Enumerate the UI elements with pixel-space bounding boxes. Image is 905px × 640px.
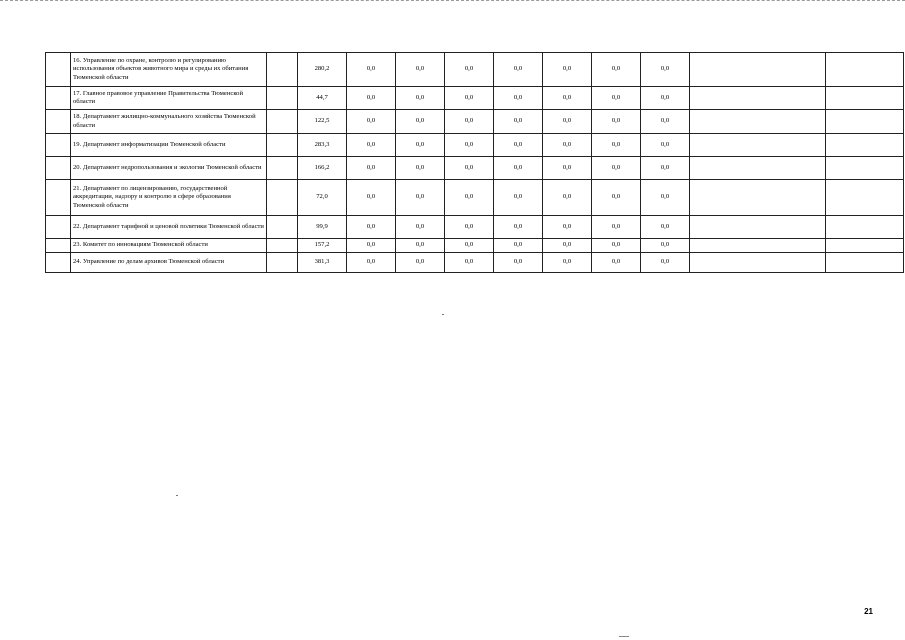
value-cell: 0,0 [494,180,543,216]
empty-cell [826,53,904,87]
value-cell: 0,0 [641,53,690,87]
value-cell: 0,0 [445,180,494,216]
value-cell: 0,0 [347,253,396,273]
table-row [46,53,904,87]
empty-cell [267,134,298,157]
value-cell: 0,0 [445,239,494,253]
value-cell: 0,0 [494,239,543,253]
value-cell: 0,0 [445,134,494,157]
value-cell: 0,0 [347,134,396,157]
empty-cell [690,180,826,216]
value-cell: 0,0 [641,134,690,157]
value-cell: 99,9 [298,216,347,239]
table-row [46,87,904,110]
empty-cell [826,253,904,273]
value-cell: 0,0 [494,157,543,180]
value-cell: 0,0 [592,239,641,253]
value-cell: 0,0 [347,110,396,134]
value-cell: 0,0 [445,216,494,239]
value-cell: 0,0 [396,253,445,273]
value-cell: 0,0 [592,53,641,87]
value-cell: 0,0 [445,53,494,87]
value-cell: 0,0 [543,253,592,273]
value-cell: 44,7 [298,87,347,110]
empty-cell [690,157,826,180]
empty-cell [690,253,826,273]
value-cell: 0,0 [494,87,543,110]
row-index-cell [46,87,71,110]
value-cell: 280,2 [298,53,347,87]
value-cell: 0,0 [592,180,641,216]
value-cell: 0,0 [543,157,592,180]
value-cell: 157,2 [298,239,347,253]
empty-cell [690,53,826,87]
value-cell: 0,0 [592,87,641,110]
empty-cell [826,157,904,180]
row-index-cell [46,157,71,180]
empty-cell [826,134,904,157]
table-row [46,157,904,180]
value-cell: 0,0 [641,253,690,273]
row-index-cell [46,110,71,134]
row-name-cell: 20. Департамент недропользования и экологии Тюменской области [71,157,267,180]
empty-cell [826,110,904,134]
scan-speck [176,495,178,496]
value-cell: 0,0 [396,134,445,157]
empty-cell [267,110,298,134]
row-name-cell: 23. Комитет по инновациям Тюменской области [71,239,267,253]
empty-cell [690,110,826,134]
value-cell: 0,0 [494,53,543,87]
row-name-cell: 18. Департамент жилищно-коммунального хозяйства Тюменской области [71,110,267,134]
value-cell: 0,0 [494,216,543,239]
row-name-cell: 22. Департамент тарифной и ценовой политики Тюменской области [71,216,267,239]
empty-cell [826,239,904,253]
value-cell: 0,0 [347,53,396,87]
value-cell: 0,0 [543,134,592,157]
value-cell: 0,0 [543,180,592,216]
value-cell: 0,0 [445,110,494,134]
empty-cell [690,87,826,110]
value-cell: 0,0 [494,134,543,157]
value-cell: 0,0 [592,216,641,239]
value-cell: 381,3 [298,253,347,273]
row-name-cell: 19. Департамент информатизации Тюменской области [71,134,267,157]
scan-mark [619,636,629,637]
empty-cell [267,253,298,273]
row-index-cell [46,239,71,253]
value-cell: 0,0 [543,239,592,253]
table-row [46,239,904,253]
table-row [46,216,904,239]
value-cell: 0,0 [641,157,690,180]
value-cell: 0,0 [445,157,494,180]
empty-cell [267,239,298,253]
value-cell: 0,0 [641,87,690,110]
value-cell: 283,3 [298,134,347,157]
empty-cell [826,180,904,216]
value-cell: 0,0 [543,53,592,87]
row-name-cell: 24. Управление по делам архивов Тюменской области [71,253,267,273]
value-cell: 0,0 [347,87,396,110]
value-cell: 0,0 [347,216,396,239]
budget-table-body [46,53,904,273]
value-cell: 0,0 [347,239,396,253]
value-cell: 0,0 [445,87,494,110]
row-index-cell [46,253,71,273]
value-cell: 0,0 [445,253,494,273]
empty-cell [690,216,826,239]
value-cell: 0,0 [396,157,445,180]
row-name-cell: 21. Департамент по лицензированию, государственной аккредитации, надзору и контролю в сфере образования Тюменской области [71,180,267,216]
value-cell: 0,0 [396,216,445,239]
value-cell: 72,0 [298,180,347,216]
budget-table [45,52,904,273]
value-cell: 0,0 [641,110,690,134]
value-cell: 0,0 [494,253,543,273]
empty-cell [826,216,904,239]
page-number: 21 [864,607,873,616]
value-cell: 0,0 [396,110,445,134]
value-cell: 0,0 [641,239,690,253]
row-index-cell [46,53,71,87]
table-row [46,134,904,157]
value-cell: 0,0 [396,239,445,253]
table-row [46,253,904,273]
top-scan-rule [0,0,905,3]
row-index-cell [46,180,71,216]
empty-cell [267,87,298,110]
value-cell: 0,0 [592,110,641,134]
row-index-cell [46,134,71,157]
row-name-cell: 17. Главное правовое управление Правительства Тюменской области [71,87,267,110]
row-index-cell [46,216,71,239]
value-cell: 0,0 [592,253,641,273]
value-cell: 0,0 [543,216,592,239]
row-name-cell: 16. Управление по охране, контролю и регулированию использования объектов животного мира и среды их обитания Тюменской области [71,53,267,87]
value-cell: 0,0 [396,87,445,110]
value-cell: 0,0 [543,110,592,134]
empty-cell [826,87,904,110]
empty-cell [267,180,298,216]
value-cell: 0,0 [592,134,641,157]
scan-speck [442,314,444,315]
value-cell: 0,0 [592,157,641,180]
value-cell: 0,0 [543,87,592,110]
empty-cell [267,157,298,180]
value-cell: 166,2 [298,157,347,180]
value-cell: 0,0 [396,180,445,216]
empty-cell [267,53,298,87]
table-row [46,180,904,216]
table-row [46,110,904,134]
value-cell: 0,0 [641,216,690,239]
value-cell: 0,0 [641,180,690,216]
empty-cell [690,134,826,157]
value-cell: 0,0 [494,110,543,134]
empty-cell [267,216,298,239]
value-cell: 0,0 [396,53,445,87]
empty-cell [690,239,826,253]
value-cell: 122,5 [298,110,347,134]
value-cell: 0,0 [347,180,396,216]
value-cell: 0,0 [347,157,396,180]
